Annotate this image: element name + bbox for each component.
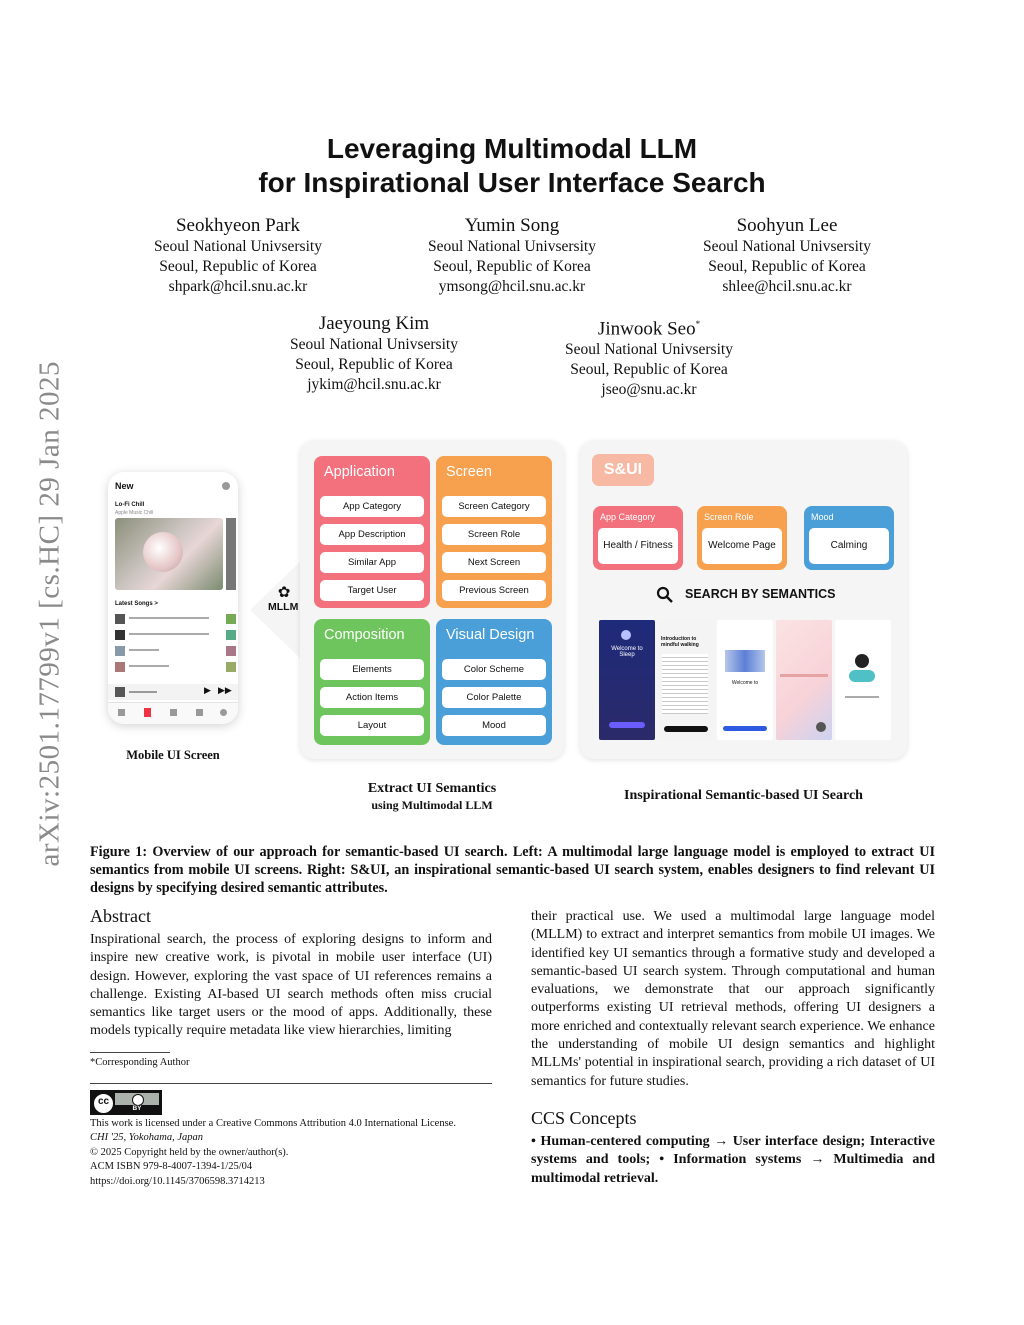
ccs-heading: CCS Concepts xyxy=(531,1108,637,1128)
semantic-categories-panel xyxy=(300,441,564,759)
license-block xyxy=(90,1117,500,1189)
search-tab-icon xyxy=(220,709,227,716)
screen-role-search-card xyxy=(697,506,787,570)
song-title-line xyxy=(129,665,169,667)
tab-bar xyxy=(108,702,238,724)
application-category-card xyxy=(314,456,430,608)
category-title: Visual Design xyxy=(446,627,535,643)
song-title-line xyxy=(129,649,159,651)
author-block xyxy=(108,215,368,297)
author-name: Soohyun Lee xyxy=(736,215,838,236)
radio-tab-icon xyxy=(170,709,177,716)
search-card-value: Calming xyxy=(809,528,889,564)
semantic-chip: Similar App xyxy=(320,552,424,573)
author-block xyxy=(382,215,642,297)
semantic-chip: Elements xyxy=(320,659,424,680)
thumb-1-button xyxy=(609,722,645,728)
phone-app-sub: Apple Music Chill xyxy=(115,510,154,516)
semantic-chip: Screen Category xyxy=(442,496,546,517)
category-title: Screen xyxy=(446,464,492,480)
result-thumbnail-4 xyxy=(776,620,832,740)
category-title: Composition xyxy=(324,627,405,643)
semantic-chip: Mood xyxy=(442,715,546,736)
author-email: ymsong@hcil.snu.ac.kr xyxy=(438,278,586,295)
phone-header: New xyxy=(115,481,134,491)
composition-category-card xyxy=(314,619,430,745)
mini-player-thumb xyxy=(115,687,125,697)
author-affiliation: Seoul National Univsersity xyxy=(703,238,871,255)
song-thumb-peek xyxy=(226,662,236,672)
thumb-5-character xyxy=(855,654,869,668)
semantic-chip: Layout xyxy=(320,715,424,736)
openai-logo-icon: ✿ xyxy=(277,584,291,601)
author-block xyxy=(519,313,779,400)
license-statement: This work is licensed under a Creative Commons Attribution 4.0 International License. xyxy=(90,1118,456,1129)
app-category-search-card xyxy=(593,506,683,570)
author-location: Seoul, Republic of Korea xyxy=(295,356,453,373)
skip-icon: ▶▶ xyxy=(218,685,232,695)
semantic-chip: App Description xyxy=(320,524,424,545)
mobile-ui-label: Mobile UI Screen xyxy=(126,748,220,762)
author-block xyxy=(244,313,504,395)
screen-category-card xyxy=(436,456,552,608)
mini-player-title xyxy=(129,691,157,693)
thumb-1-text: Welcome to Sleep xyxy=(611,646,643,658)
author-email: shlee@hcil.snu.ac.kr xyxy=(722,278,852,295)
thumb-3-text: Welcome to xyxy=(731,680,759,686)
arxiv-identifier: arXiv:2501.17799v1 [cs.HC] 29 Jan 2025 xyxy=(33,360,66,867)
song-thumb xyxy=(115,630,125,640)
author-email: jseo@snu.ac.kr xyxy=(601,381,697,399)
cc-badge-label: BY xyxy=(132,1105,142,1112)
thumb-2-text: Introduction to mindful walking xyxy=(661,636,699,648)
semantic-chip: Next Screen xyxy=(442,552,546,573)
thumb-5-text-line xyxy=(845,696,879,698)
semantic-chip: Color Scheme xyxy=(442,659,546,680)
avatar-icon xyxy=(222,482,230,490)
author-email: jykim@hcil.snu.ac.kr xyxy=(307,376,441,393)
author-name: Jaeyoung Kim xyxy=(318,313,430,334)
search-card-title: Screen Role xyxy=(704,512,754,522)
result-thumbnail-1 xyxy=(599,620,655,740)
author-block xyxy=(657,215,917,297)
cc-icon: cc xyxy=(93,1093,114,1114)
author-email: shpark@hcil.snu.ac.kr xyxy=(168,278,308,295)
semantic-chip: Screen Role xyxy=(442,524,546,545)
thumb-2-button xyxy=(664,726,708,732)
result-thumbnail-2 xyxy=(658,620,714,740)
author-location: Seoul, Republic of Korea xyxy=(570,361,728,379)
extract-sublabel: using Multimodal LLM xyxy=(371,798,493,812)
new-tab-icon xyxy=(144,708,151,717)
cc-by-strip xyxy=(115,1093,159,1105)
song-thumb xyxy=(115,614,125,624)
album-artwork xyxy=(115,518,223,590)
footnote-rule xyxy=(90,1052,170,1053)
doi-link[interactable]: https://doi.org/10.1145/3706598.3714213 xyxy=(90,1175,265,1187)
semantic-chip: Color Palette xyxy=(442,687,546,708)
mllm-label: MLLM xyxy=(268,601,299,613)
conference-info: CHI '25, Yokohama, Japan xyxy=(90,1132,203,1144)
author-name: Seokhyeon Park xyxy=(175,215,300,236)
semantic-chip: Action Items xyxy=(320,687,424,708)
song-thumb xyxy=(115,646,125,656)
author-affiliation: Seoul National Univsersity xyxy=(290,336,458,353)
author-affiliation: Seoul National Univsersity xyxy=(154,238,322,255)
song-thumb-peek xyxy=(226,630,236,640)
album-artwork-peek xyxy=(226,518,236,590)
category-title: Application xyxy=(324,464,395,480)
sui-logo: S&UI xyxy=(592,454,654,486)
search-card-value: Health / Fitness xyxy=(598,528,678,564)
search-icon xyxy=(656,586,674,604)
search-system-label: Inspirational Semantic-based UI Search xyxy=(624,788,863,803)
paper-title-line-1: Leveraging Multimodal LLM xyxy=(326,133,698,164)
moon-icon xyxy=(621,630,631,640)
author-location: Seoul, Republic of Korea xyxy=(708,258,866,275)
paper-title-line-2: for Inspirational User Interface Search xyxy=(258,167,766,198)
search-card-title: App Category xyxy=(600,512,656,522)
extract-label: Extract UI Semantics xyxy=(367,781,497,796)
semantic-chip: App Category xyxy=(320,496,424,517)
author-name: Jinwook Seo xyxy=(597,318,696,340)
song-thumb-peek xyxy=(226,646,236,656)
abstract-left-column: Inspirational search, the process of exploring designs to inform and inspire new creative work, is pivotal in mobile user interface (UI) design. However, exploring the vast space of UI references remains a challenge. Existing AI-based UI search methods often miss crucial semantics like target users or the mood of apps. Additionally, these models typically require metadata like view hierarchies, limiting xyxy=(90,932,492,1039)
thumb-5-character-body xyxy=(849,670,875,682)
author-affiliation: Seoul National Univsersity xyxy=(565,341,733,359)
mobile-ui-screen-mockup xyxy=(108,472,238,724)
thumb-4-next-button xyxy=(816,722,826,732)
search-card-value: Welcome Page xyxy=(702,528,782,564)
copyright: © 2025 Copyright held by the owner/author(s). xyxy=(90,1146,289,1158)
abstract-right-column: their practical use. We used a multimodal large language model (MLLM) to extract and interpret semantics from mobile UI images. We identified key UI semantics through a formative study and developed a semantic-based UI search system. Through computational and human evaluations, we demonstrate that our approach significantly outperforms existing UI retrieval methods, offering UI designers a more enriched and contextually relevant search experience. We enhance the understanding of mobile UI design semantics and highlight MLLMs' potential in inspirational search, providing a rich dataset of UI semantics for future studies. xyxy=(531,909,935,1089)
semantic-chip: Target User xyxy=(320,580,424,601)
mood-search-card xyxy=(804,506,894,570)
visual-design-category-card xyxy=(436,619,552,745)
author-location: Seoul, Republic of Korea xyxy=(433,258,591,275)
thumb-4-text-line xyxy=(780,674,828,677)
corresponding-mark: * xyxy=(695,319,701,329)
author-location: Seoul, Republic of Korea xyxy=(159,258,317,275)
result-thumbnail-5 xyxy=(835,620,891,740)
ccs-concepts: • Human-centered computing → User interface design; Interactive systems and tools; • Information systems → Multimedia and multimodal retrieval. xyxy=(531,1134,935,1186)
abstract-heading: Abstract xyxy=(90,906,151,926)
license-rule xyxy=(90,1083,492,1084)
cc-license-badge xyxy=(90,1090,162,1115)
footnote: *Corresponding Author xyxy=(90,1057,190,1068)
phone-app-name: Lo-Fi Chill xyxy=(115,502,145,508)
search-by-semantics-label: SEARCH BY SEMANTICS xyxy=(685,587,836,601)
search-card-title: Mood xyxy=(811,512,834,522)
thumb-3-button xyxy=(723,726,767,731)
result-thumbnail-3 xyxy=(717,620,773,740)
play-icon: ▶ xyxy=(204,685,211,695)
author-name: Yumin Song xyxy=(464,215,560,236)
song-title-line xyxy=(129,617,209,619)
library-tab-icon xyxy=(196,709,203,716)
song-title-line xyxy=(129,633,209,635)
home-tab-icon xyxy=(118,709,125,716)
song-thumb-peek xyxy=(226,614,236,624)
semantic-chip: Previous Screen xyxy=(442,580,546,601)
song-thumb xyxy=(115,662,125,672)
mini-player xyxy=(108,684,238,700)
thumb-3-illustration xyxy=(725,650,765,672)
author-affiliation: Seoul National Univsersity xyxy=(428,238,596,255)
shell-image xyxy=(143,532,183,572)
thumb-2-body xyxy=(662,654,708,714)
phone-section-title: Latest Songs > xyxy=(115,601,158,607)
isbn: ACM ISBN 979-8-4007-1394-1/25/04 xyxy=(90,1161,253,1173)
figure-caption: Figure 1: Overview of our approach for semantic-based UI search. Left: A multimodal large language model is employed to extract UI semantics from mobile UI screens. Right: S&UI, an inspirational semantic-based UI search system, enables designers to find relevant UI designs by specifying desired semantic attributes. xyxy=(90,844,935,896)
